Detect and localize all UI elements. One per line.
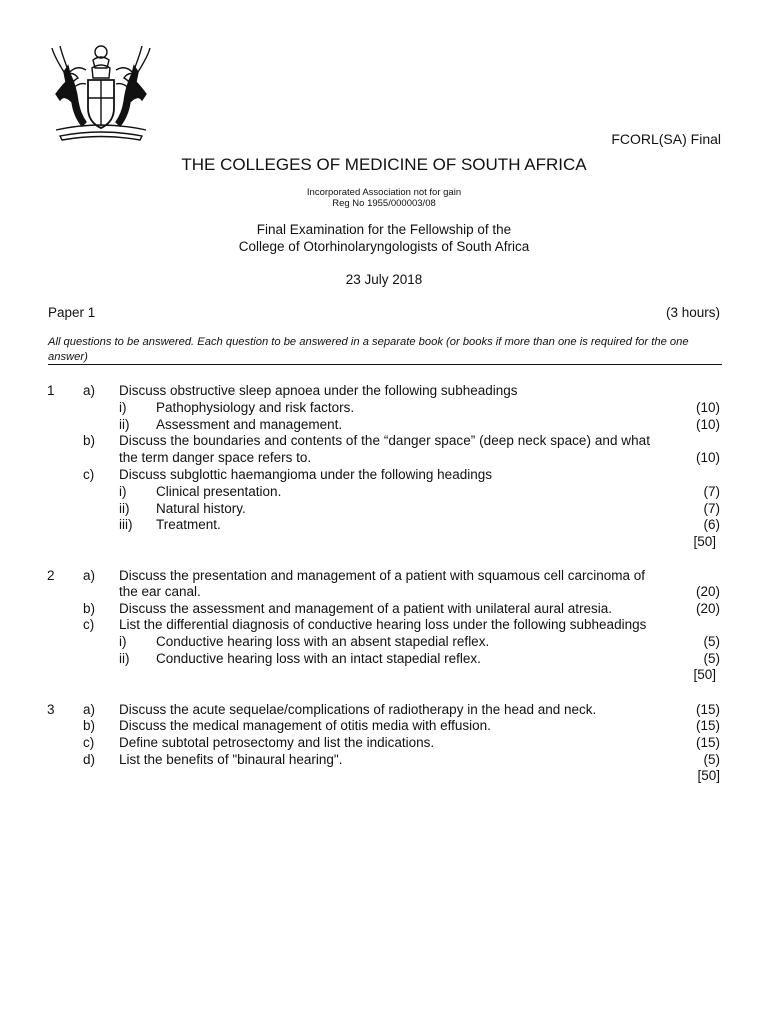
registration-number: Reg No 1955/000003/08 xyxy=(332,198,436,209)
exam-code: FCORL(SA) Final xyxy=(611,131,721,147)
part-text: Discuss the medical management of otitis media with effusion. xyxy=(119,718,491,733)
part-label: b) xyxy=(83,718,96,733)
part-text: Discuss the acute sequelae/complications of radiotherapy in the head and neck. xyxy=(119,702,597,717)
question-line xyxy=(0,432,768,449)
part-text-continued: the ear canal. xyxy=(119,584,201,599)
subpart-line xyxy=(0,516,768,533)
college-title: THE COLLEGES OF MEDICINE OF SOUTH AFRICA xyxy=(181,155,587,174)
part-label: c) xyxy=(83,467,95,482)
part-text: Define subtotal petrosectomy and list the indications. xyxy=(119,735,435,750)
mark: (5) xyxy=(703,651,720,666)
question-total: [50] xyxy=(693,667,716,682)
part-text: Discuss obstructive sleep apnoea under the following subheadings xyxy=(119,383,518,398)
subpart-text: Pathophysiology and risk factors. xyxy=(156,400,355,415)
exam-title-line2: College of Otorhinolaryngologists of South Africa xyxy=(238,239,530,254)
question-line xyxy=(0,751,768,768)
subpart-line xyxy=(0,416,768,433)
question-line xyxy=(0,382,768,399)
part-label: b) xyxy=(83,433,96,448)
part-text: Discuss the assessment and management of a patient with unilateral aural atresia. xyxy=(119,601,613,616)
part-text: Discuss the presentation and management of a patient with squamous cell carcinoma of xyxy=(119,568,646,583)
subpart-text: Conductive hearing loss with an absent stapedial reflex. xyxy=(156,634,490,649)
incorporated-note: Incorporated Association not for gain xyxy=(306,187,462,198)
question-line xyxy=(0,583,768,600)
subpart-label: i) xyxy=(119,400,127,415)
subpart-line xyxy=(0,650,768,667)
part-label: a) xyxy=(83,383,96,398)
subpart-line xyxy=(0,500,768,517)
coat-of-arms-logo xyxy=(46,42,156,142)
part-label: c) xyxy=(83,735,95,750)
question-total-line xyxy=(0,666,768,683)
subpart-label: iii) xyxy=(119,517,133,532)
paper-label: Paper 1 xyxy=(48,305,96,320)
mark: (10) xyxy=(695,450,720,465)
mark: (6) xyxy=(703,517,720,532)
subpart-text: Assessment and management. xyxy=(156,417,343,432)
subpart-line xyxy=(0,633,768,650)
question-total-line xyxy=(0,533,768,550)
mark: (7) xyxy=(703,501,720,516)
part-label: c) xyxy=(83,617,95,632)
question-number: 1 xyxy=(47,383,55,398)
subpart-label: ii) xyxy=(119,651,130,666)
question-line xyxy=(0,600,768,617)
subpart-label: ii) xyxy=(119,501,130,516)
question-total: [50] xyxy=(693,534,716,549)
question-line xyxy=(0,449,768,466)
question-line xyxy=(0,717,768,734)
exam-title-line1: Final Examination for the Fellowship of the xyxy=(256,222,512,237)
subpart-label: ii) xyxy=(119,417,130,432)
mark: (5) xyxy=(703,752,720,767)
mark: (20) xyxy=(695,584,720,599)
mark: (5) xyxy=(703,634,720,649)
subpart-text: Treatment. xyxy=(156,517,221,532)
subpart-label: i) xyxy=(119,484,127,499)
mark: (10) xyxy=(695,400,720,415)
part-text: List the differential diagnosis of conductive hearing loss under the following subheadings xyxy=(119,617,647,632)
question-total-line xyxy=(0,767,768,784)
part-label: a) xyxy=(83,568,96,583)
part-label: a) xyxy=(83,702,96,717)
subpart-text: Conductive hearing loss with an intact stapedial reflex. xyxy=(156,651,481,666)
subpart-label: i) xyxy=(119,634,127,649)
part-label: d) xyxy=(83,752,96,767)
mark: (20) xyxy=(695,601,720,616)
question-total: [50] xyxy=(697,768,720,783)
exam-date: 23 July 2018 xyxy=(345,272,423,287)
part-text-continued: the term danger space refers to. xyxy=(119,450,312,465)
subpart-line xyxy=(0,399,768,416)
question-line xyxy=(0,701,768,718)
question-line xyxy=(0,734,768,751)
part-text: Discuss subglottic haemangioma under the following headings xyxy=(119,467,492,482)
mark: (10) xyxy=(695,417,720,432)
part-label: b) xyxy=(83,601,96,616)
mark: (15) xyxy=(695,702,720,717)
mark: (7) xyxy=(703,484,720,499)
question-line xyxy=(0,616,768,633)
subpart-line xyxy=(0,483,768,500)
part-text: List the benefits of "binaural hearing". xyxy=(119,752,343,767)
question-number: 3 xyxy=(47,702,55,717)
divider xyxy=(48,364,722,365)
mark: (15) xyxy=(695,735,720,750)
question-line xyxy=(0,466,768,483)
question-number: 2 xyxy=(47,568,55,583)
question-line xyxy=(0,567,768,584)
subpart-text: Clinical presentation. xyxy=(156,484,282,499)
subpart-text: Natural history. xyxy=(156,501,246,516)
duration: (3 hours) xyxy=(665,305,720,320)
instructions: All questions to be answered. Each question to be answered in a separate book (or books if more than one is required for the one answer) xyxy=(48,336,689,363)
mark: (15) xyxy=(695,718,720,733)
part-text: Discuss the boundaries and contents of the “danger space” (deep neck space) and what xyxy=(119,433,651,448)
